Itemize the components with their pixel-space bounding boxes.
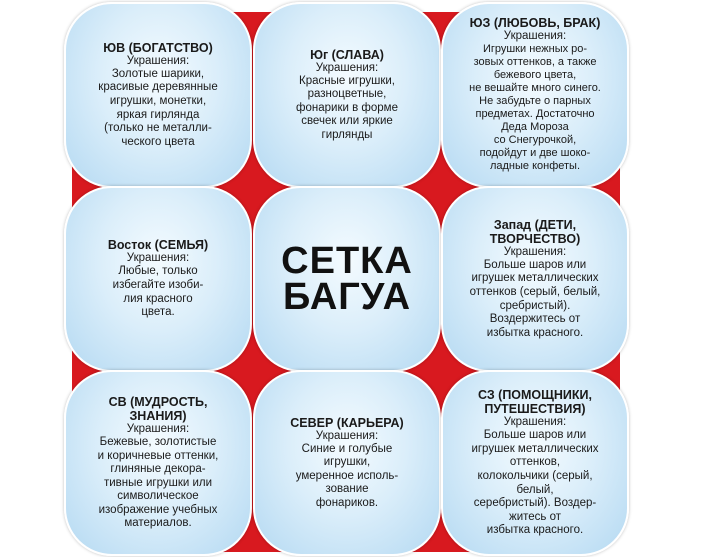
cell-southeast-wealth [64, 2, 252, 188]
cell-body: Больше шаров или игрушек металлических оттенков (серый, белый, сребристый). Воздержитесь от избытка красного. [469, 258, 601, 339]
cell-subtitle: Украшения: [126, 422, 190, 435]
cell-body: Синие и голубые игрушки, умеренное исполь- зование фонариков. [295, 442, 399, 509]
cell-title: Запад (ДЕТИ, ТВОРЧЕСТВО) [489, 217, 581, 246]
cell-southwest-love [441, 2, 629, 188]
cell-south-fame [253, 2, 441, 188]
cell-subtitle: Украшения: [503, 29, 567, 42]
cell-west-children [441, 186, 629, 372]
cell-body: Бежевые, золотистые и коричневые оттенки, глиняные декора- тивные игрушки или символическое изображение учебных материалов. [97, 435, 219, 530]
cell-east-family [64, 186, 252, 372]
cell-subtitle: Украшения: [315, 61, 379, 74]
cell-title: Юг (СЛАВА) [310, 47, 384, 62]
cell-subtitle: Украшения: [126, 252, 190, 265]
cell-title: ЮВ (БОГАТСТВО) [103, 40, 213, 55]
cell-center-bagua [253, 186, 441, 372]
cell-title: Восток (СЕМЬЯ) [107, 238, 209, 253]
cell-subtitle: Украшения: [315, 429, 379, 442]
cell-subtitle: Украшения: [503, 245, 567, 258]
cell-northwest-helpers [441, 370, 629, 556]
cell-body: Больше шаров или игрушек металлических оттенков, колокольчики (серый, белый, серебристый). Воздер- житесь от избытка красного. [471, 429, 599, 537]
cell-body: Игрушки нежных ро- зовых оттенков, а также бежевого цвета, не вешайте много синего. Не забудьте о парных предметах. Достаточно Деда Мороза со Снегурочкой, подойдут и две шоко- ладные конфеты. [469, 42, 601, 172]
cell-title: СЕВЕР (КАРЬЕРА) [290, 415, 404, 430]
cell-north-career [253, 370, 441, 556]
cell-northeast-wisdom [64, 370, 252, 556]
cell-subtitle: Украшения: [126, 54, 190, 67]
cell-title: СВ (МУДРОСТЬ, ЗНАНИЯ) [108, 394, 208, 423]
bagua-grid-title: СЕТКА БАГУА [281, 240, 413, 318]
cell-title: ЮЗ (ЛЮБОВЬ, БРАК) [469, 15, 601, 30]
cell-body: Золотые шарики, красивые деревянные игрушки, монетки, яркая гирлянда (только не металли- ческого цвета [98, 67, 218, 148]
cell-subtitle: Украшения: [503, 416, 567, 429]
cell-body: Красные игрушки, разноцветные, фонарики в форме свечек или яркие гирлянды [296, 74, 398, 141]
cell-body: Любые, только избегайте изоби- лия красного цвета. [112, 265, 204, 319]
cell-title: СЗ (ПОМОЩНИКИ, ПУТЕШЕСТВИЯ) [477, 388, 592, 417]
